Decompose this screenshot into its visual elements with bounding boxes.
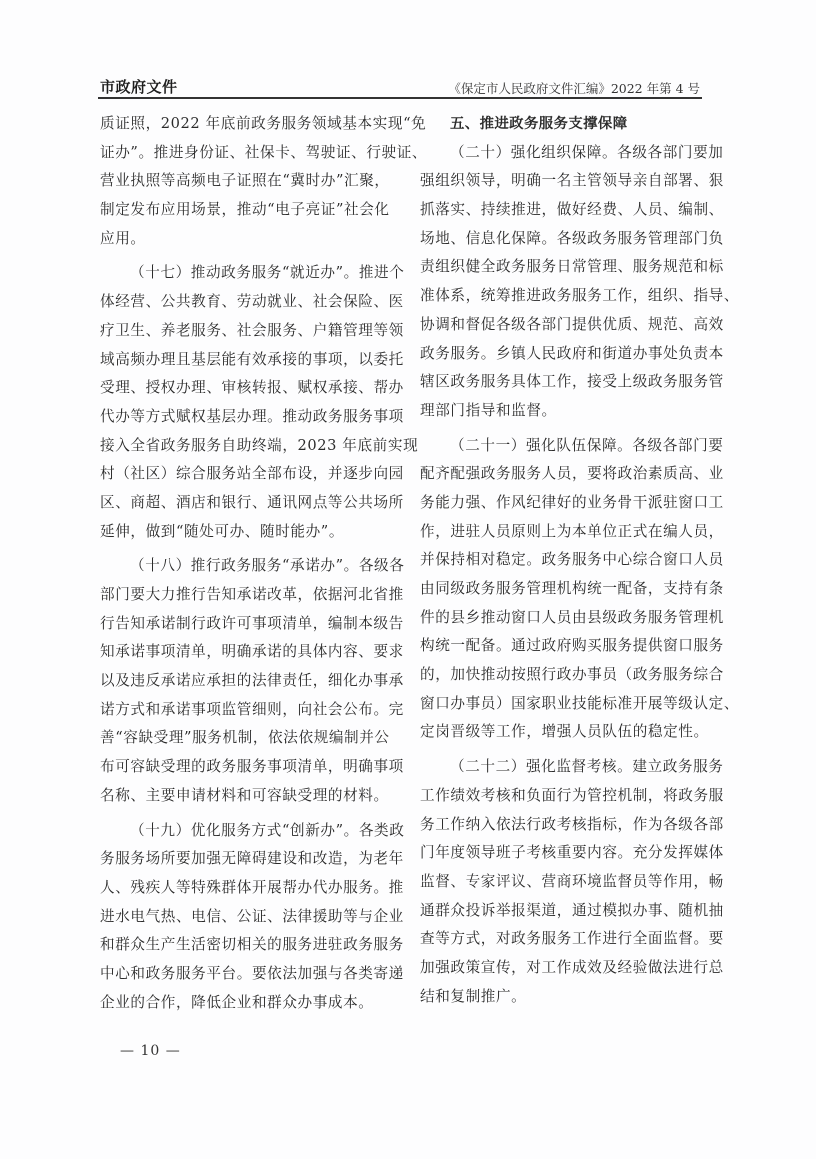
header-section-label: 市政府文件: [100, 78, 178, 96]
text-line: 接入全省政务服务自助终端，2023 年底前实现: [100, 436, 419, 454]
text-line: 受理、授权办理、审核转报、赋权承接、帮办: [100, 379, 404, 397]
text-line: 窗口办事员）国家职业技能标准开展等级认定、: [420, 694, 740, 712]
paragraph-22: [420, 753, 726, 1011]
text-line: 抓落实、持续推进，做好经费、人员、编制、: [420, 201, 724, 219]
text-line: 中心和政务服务平台。要依法加强与各类寄递: [100, 964, 404, 982]
paragraph-20: [420, 139, 740, 426]
text-line: 查等方式，对政务服务工作进行全面监督。要: [420, 930, 724, 948]
text-line: 构统一配备。通过政府购买服务提供窗口服务: [420, 637, 724, 655]
text-line: 监督、专家评议、营商环境监督员等作用，畅: [420, 872, 724, 890]
text-line: 的，加快推动按照行政办事员（政务服务综合: [420, 666, 724, 684]
text-line: （二十）强化组织保障。各级各部门要加: [450, 143, 724, 161]
text-line: 协调和督促各级各部门提供优质、规范、高效: [420, 315, 724, 333]
text-line: 营业执照等高频电子证照在“冀时办”汇聚，: [100, 172, 390, 190]
section-heading: 五、推进政务服务支撑保障: [450, 116, 628, 132]
header-publication-title: 《保定市人民政府文件汇编》2022 年第 4 号: [448, 81, 700, 96]
text-line: 件的县乡推动窗口人员由县级政务服务管理机: [420, 608, 724, 626]
text-line: 结和复制推广。: [420, 987, 527, 1005]
text-line: 企业的合作，降低企业和群众办事成本。: [100, 993, 374, 1011]
paragraph-continuation: [100, 110, 428, 253]
paragraph-18: [100, 552, 406, 810]
text-line: 村（社区）综合服务站全部布设，并逐步向园: [100, 465, 404, 483]
text-line: 通群众投诉举报渠道，通过模拟办事、随机抽: [420, 901, 724, 919]
text-line: 作，进驻人员原则上为本单位正式在编人员，: [420, 522, 724, 540]
text-line: 强组织领导，明确一名主管领导亲自部署、狠: [420, 172, 724, 190]
text-line: （十七）推动政务服务“就近办”。推进个: [130, 264, 405, 282]
text-line: 以及违反承诺应承担的法律责任，细化办事承: [100, 672, 404, 690]
text-line: 政务服务。乡镇人民政府和街道办事处负责本: [420, 344, 724, 362]
text-line: 制定发布应用场景，推动“电子亮证”社会化: [100, 201, 390, 219]
text-line: 务能力强、作风纪律好的业务骨干派驻窗口工: [420, 493, 724, 511]
text-line: 诺方式和承诺事项监管细则，向社会公布。完: [100, 700, 404, 718]
text-line: 准体系，统筹推进政务服务工作，组织、指导、: [420, 287, 740, 305]
text-line: 加强政策宣传，对工作成效及经验做法进行总: [420, 958, 724, 976]
text-line: （二十一）强化队伍保障。各级各部门要: [450, 436, 724, 454]
text-line: 务服务场所要加强无障碍建设和改造，为老年: [100, 850, 404, 868]
text-line: 域高频办理且基层能有效承接的事项，以委托: [100, 350, 404, 368]
text-line: 人、残疾人等特殊群体开展帮办代办服务。推: [100, 878, 404, 896]
text-line: 体经营、公共教育、劳动就业、社会保险、医: [100, 293, 404, 311]
text-line: 应用。: [100, 229, 146, 247]
text-line: （二十二）强化监督考核。建立政务服务: [450, 758, 724, 776]
text-line: 延伸，做到“随处可办、随时能办”。: [100, 522, 345, 540]
text-line: （十八）推行政务服务“承诺办”。各级各: [130, 557, 405, 575]
text-line: 定岗晋级等工作，增强人员队伍的稳定性。: [420, 723, 709, 741]
text-line: 辖区政务服务具体工作，接受上级政务服务管: [420, 373, 724, 391]
text-line: 行告知承诺制行政许可事项清单，编制本级告: [100, 614, 404, 632]
page-number: — 10 —: [120, 1043, 181, 1059]
text-line: 配齐配强政务服务人员，要将政治素质高、业: [420, 465, 724, 483]
text-line: 疗卫生、养老服务、社会服务、户籍管理等领: [100, 321, 404, 339]
text-line: 理部门指导和监督。: [420, 401, 557, 419]
right-column: [420, 110, 740, 1011]
text-line: 并保持相对稳定。政务服务中心综合窗口人员: [420, 551, 724, 569]
text-line: 名称、主要申请材料和可容缺受理的材料。: [100, 786, 389, 804]
text-line: 场地、信息化保障。各级政务服务管理部门负: [420, 229, 724, 247]
text-line: 善“容缺受理”服务机制，依法依规编制并公: [100, 729, 390, 747]
left-column: [100, 110, 428, 1017]
text-line: 区、商超、酒店和银行、通讯网点等公共场所: [100, 493, 404, 511]
text-line: 知承诺事项清单，明确承诺的具体内容、要求: [100, 643, 404, 661]
text-line: 进水电气热、电信、公证、法律援助等与企业: [100, 907, 404, 925]
text-line: 部门要大力推行告知承诺改革，依据河北省推: [100, 586, 404, 603]
header-divider: [98, 97, 702, 99]
text-line: 布可容缺受理的政务服务事项清单，明确事项: [100, 758, 404, 776]
text-line: 和群众生产生活密切相关的服务进驻政务服务: [100, 936, 404, 954]
text-line: （十九）优化服务方式“创新办”。各类政: [130, 821, 405, 839]
text-line: 工作绩效考核和负面行为管控机制，将政务服: [420, 786, 724, 804]
text-line: 代办等方式赋权基层办理。推动政务服务事项: [100, 407, 404, 425]
text-line: 证办”。推进身份证、社保卡、驾驶证、行驶证、: [100, 143, 428, 161]
paragraph-19: [100, 817, 406, 1018]
paragraph-21: [420, 432, 740, 748]
text-line: 质证照，2022 年底前政务服务领域基本实现“免: [100, 115, 427, 132]
text-line: 务工作纳入依法行政考核指标，作为各级各部: [420, 815, 724, 833]
text-line: 责组织健全政务服务日常管理、服务规范和标: [420, 258, 724, 276]
text-line: 门年度领导班子考核重要内容。充分发挥媒体: [420, 844, 724, 862]
paragraph-17: [100, 259, 419, 546]
text-line: 由同级政务服务管理机构统一配备，支持有条: [420, 580, 724, 597]
